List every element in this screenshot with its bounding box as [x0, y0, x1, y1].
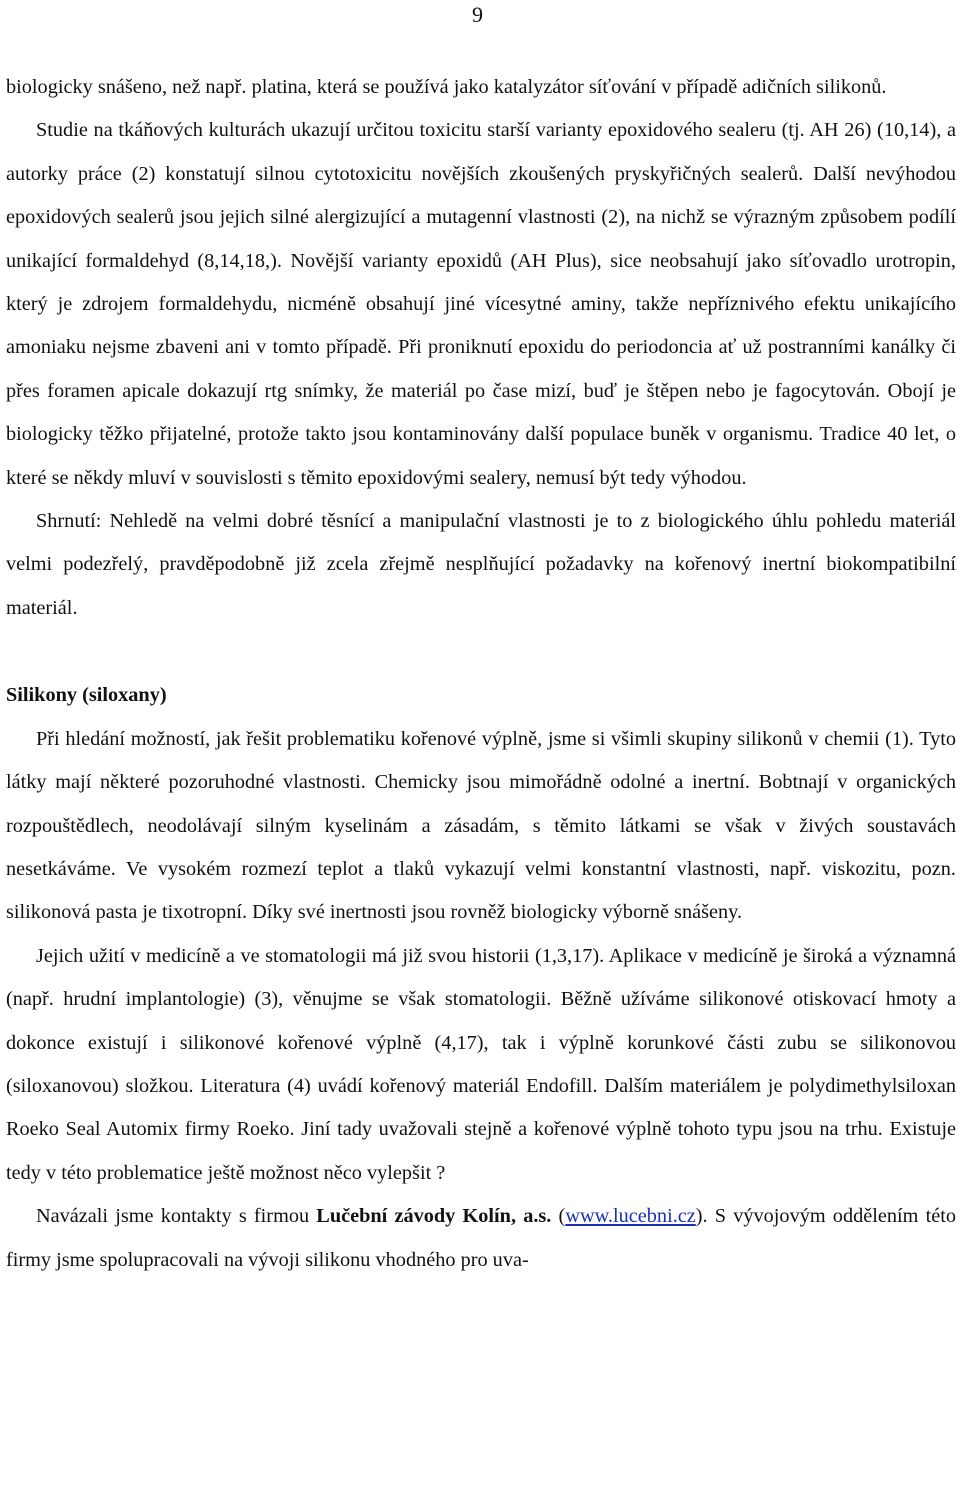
paragraph-epoxide-toxicity: Studie na tkáňových kulturách ukazují určitou toxicitu starší varianty epoxidového sealeru (tj. AH 26) (10,14), a autorky práce (2) konstatují silnou cytotoxicitu novějších zkoušených pryskyřičných sealerů. Další nevýhodou epoxidových sealerů jsou jejich silné alergizující a mutagenní vlastnosti (2), na nichž se výrazným způsobem podílí unikající formaldehyd (8,14,18,). Novější varianty epoxidů (AH Plus), sice neobsahují jako síťovadlo urotropin, který je zdrojem formaldehydu, nicméně obsahují jiné vícesytné aminy, takže nepříznivého efektu unikajícího amoniaku nejsme zbaveni ani v tomto případě. Při proniknutí epoxidu do periodoncia ať už postranními kanálky či přes foramen apicale dokazují rtg snímky, že materiál po čase mizí, buď je štěpen nebo je fagocytován. Obojí je biologicky těžko přijatelné, protože takto jsou kontaminovány další populace buněk v organismu. Tradice 40 let, o které se někdy mluví v souvislosti s těmito epoxidovými sealery, nemusí být tedy výhodou.: [6, 119, 956, 489]
paragraph-silicone-usage: Jejich užití v medicíně a ve stomatologii má již svou historii (1,3,17). Aplikace v medicíně je široká a významná (např. hrudní implantologie) (3), věnujme se však stomatologii. Běžně užíváme silikonové otiskovací hmoty a dokonce existují i silikonové kořenové výplně (4,17), tak i výplně korunkové části zubu se silikonovou (siloxanovou) složkou. Literatura (4) uvádí kořenový materiál Endofill. Dalším materiálem je polydimethylsiloxan Roeko Seal Automix firmy Roeko. Jiní tady uvažovali stejně a kořenové výplně tohoto typu jsou na trhu. Existuje tedy v této problematice ještě možnost něco vylepšit ?: [6, 944, 956, 1184]
paragraph-summary: Shrnutí: Nehledě na velmi dobré těsnící a manipulační vlastnosti je to z biologického úhlu pohledu materiál velmi podezřelý, pravděpodobně již zcela zřejmě nesplňující požadavky na kořenový inertní biokompatibilní materiál.: [6, 510, 956, 619]
company-website-link[interactable]: www.lucebni.cz: [565, 1205, 696, 1228]
contacts-continuation: S vývojovým oddělením této firmy jsme spolupracovali na vývoji silikonu vhodného pro uva-: [6, 1205, 956, 1271]
paragraph-contacts: [6, 1195, 956, 1282]
paragraph-continuation: biologicky snášeno, než např. platina, která se používá jako katalyzátor síťování v případě adičních silikonů.: [6, 76, 887, 98]
document-body: [6, 66, 956, 1282]
link-open: (: [551, 1205, 566, 1228]
link-close: ).: [695, 1205, 708, 1228]
section-heading-silikony: Silikony (siloxany): [6, 684, 167, 707]
company-name: Lučební závody Kolín, a.s.: [316, 1205, 552, 1228]
page-number: 9: [472, 2, 483, 27]
paragraph-silicone-properties: Při hledání možností, jak řešit problematiku kořenové výplně, jsme si všimli skupiny silikonů v chemii (1). Tyto látky mají některé pozoruhodné vlastnosti. Chemicky jsou mimořádně odolné a inertní. Bobtnají v organických rozpouštědlech, neodolávají silným kyselinám a zásadám, s těmito látkami se však v živých soustavách nesetkáváme. Ve vysokém rozmezí teplot a tlaků vykazují velmi konstantní vlastnosti, např. viskozitu, pozn. silikonová pasta je tixotropní. Díky své inertnosti jsou rovněž biologicky výborně snášeny.: [6, 727, 956, 924]
contacts-prefix: Navázali jsme kontakty s firmou: [36, 1205, 317, 1228]
